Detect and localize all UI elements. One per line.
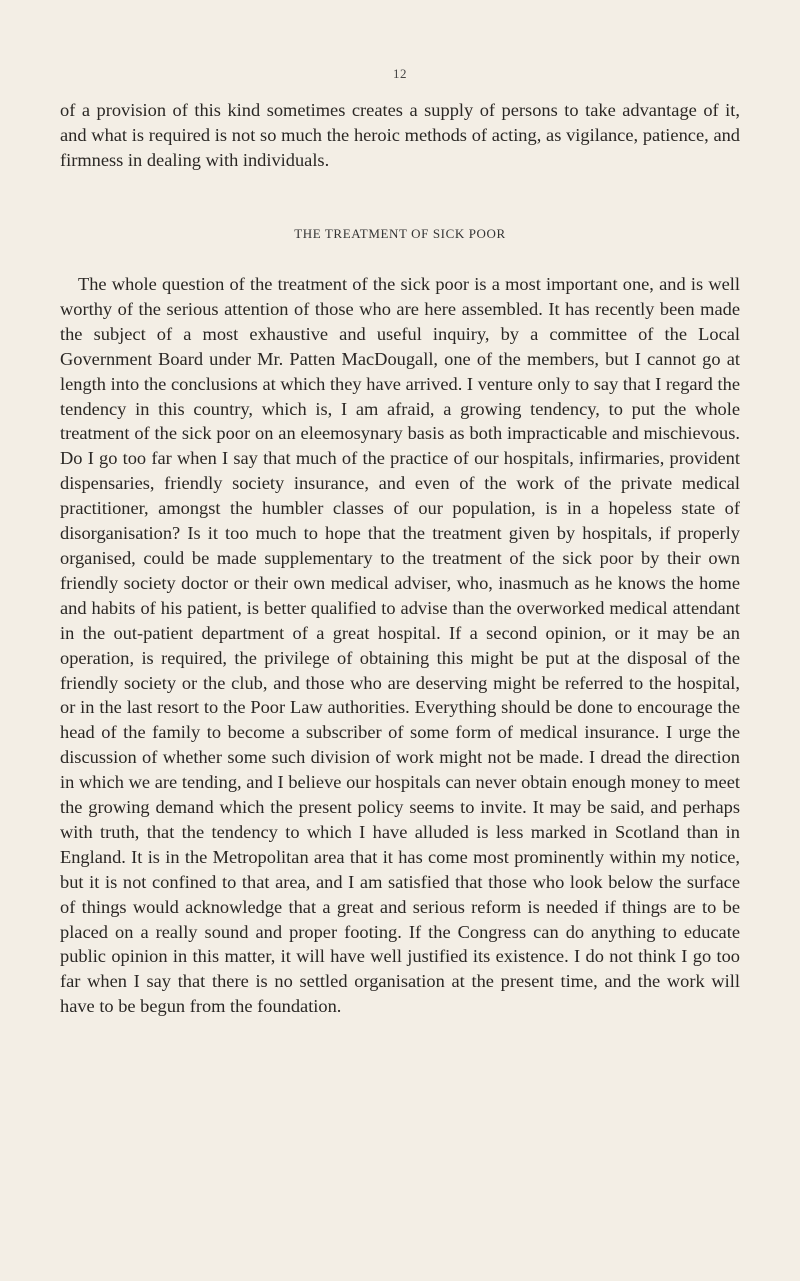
- page-number: 12: [393, 66, 407, 81]
- section-heading: THE TREATMENT OF SICK POOR: [294, 226, 506, 241]
- body-paragraph: [60, 272, 740, 1019]
- continuation-text: of a provision of this kind sometimes creates a supply of persons to take advantage of it, and what is required is not so much the heroic methods of acting, as vigilance, patience, and firmness in dealing with individuals.: [60, 100, 740, 170]
- continuation-paragraph: [60, 98, 740, 173]
- body-text: The whole question of the treatment of the sick poor is a most important one, and is well worthy of the serious attention of those who are here assembled. It has recently been made the subject of a most exhaustive and useful inquiry, by a committee of the Local Government Board under Mr. Patten MacDougall, one of the members, but I cannot go at length into the conclusions at which they have arrived. I venture only to say that I regard the tendency in this country, which is, I am afraid, a growing tendency, to put the whole treatment of the sick poor on an eleemosynary basis as both impracticable and mischievous. Do I go too far when I say that much of the practice of our hospitals, infirmaries, provident dispensaries, friendly society insurance, and even of the work of the private medical practitioner, amongst the humbler classes of our population, is in a hopeless state of disorganisation? Is it too much to hope that the treatment given by hospitals, if properly organised, could be made supplementary to the treatment of the sick poor by their own friendly society doctor or their own medical adviser, who, inasmuch as he knows the home and habits of his patient, is better qualified to advise than the overworked medical attendant in the out-patient department of a great hospital. If a second opinion, or it may be an operation, is required, the privilege of obtaining this might be put at the disposal of the friendly society or the club, and those who are deserving might be referred to the hospital, or in the last resort to the Poor Law authorities. Everything should be done to encourage the head of the family to become a subscriber of some form of medical insurance. I urge the discussion of whether some such division of work might not be made. I dread the direction in which we are tending, and I believe our hospitals can never obtain enough money to meet the growing demand which the present policy seems to invite. It may be said, and perhaps with truth, that the tendency to which I have alluded is less marked in Scotland than in England. It is in the Metropolitan area that it has come most prominently within my notice, but it is not confined to that area, and I am satisfied that those who look below the surface of things would acknowledge that a great and serious reform is needed if things are to be placed on a really sound and proper footing. If the Congress can do anything to educate public opinion in this matter, it will have well justified its existence. I do not think I go too far when I say that there is no settled organisation at the present time, and the work will have to be begun from the foundation.: [60, 274, 740, 1017]
